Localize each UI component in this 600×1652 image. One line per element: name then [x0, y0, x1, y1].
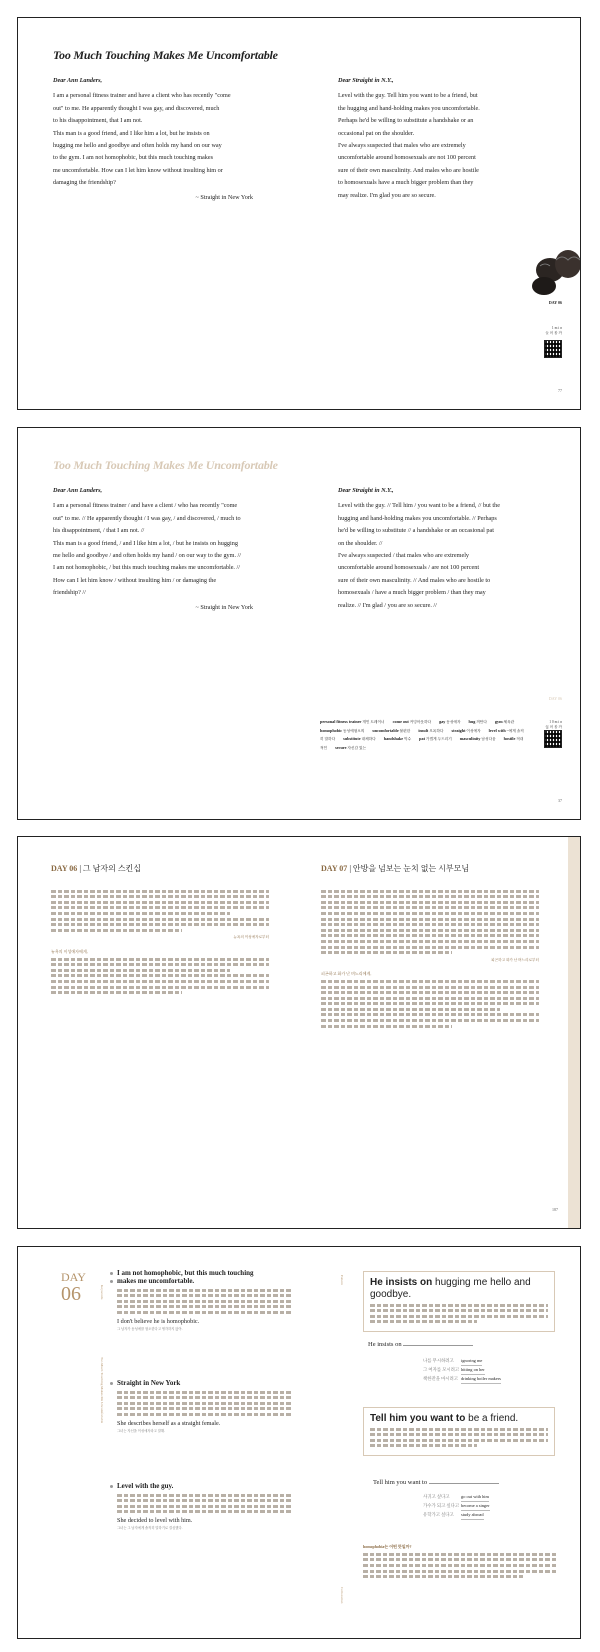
text-line: [117, 1413, 292, 1416]
text-line: [363, 1564, 558, 1567]
text-line: [321, 934, 539, 937]
text-line: [321, 895, 539, 898]
option-english: ignoring me: [461, 1357, 482, 1366]
vocab-meaning: 악수: [403, 737, 412, 742]
text-line: [51, 895, 269, 898]
page-number: 77: [558, 388, 562, 393]
fill-in-blank[interactable]: [429, 1483, 499, 1484]
vocab-word: come out: [392, 719, 409, 724]
reply-line: Level with the guy. Tell him you want to be a friend, but: [338, 92, 478, 100]
vocab-word: homophobic: [320, 727, 343, 733]
side-label-right: Pattern: [340, 1275, 344, 1285]
pattern-box: [363, 1407, 555, 1456]
text-line: [370, 1444, 477, 1447]
text-line: [370, 1428, 548, 1431]
text-line: [117, 1407, 292, 1410]
text-line: [321, 946, 539, 949]
vocab-meaning: 체육관: [502, 720, 515, 724]
reply-line: sure of their own masculinity. And males who are hostile: [338, 166, 479, 174]
reply-line: occasional pat on the shoulder.: [338, 129, 415, 137]
page-korean-translation: [17, 836, 581, 1229]
vocab-meaning: 자신감 있는: [346, 745, 367, 750]
option-row: [423, 1375, 501, 1384]
vocab-item: [460, 737, 500, 741]
qr-code[interactable]: [544, 730, 562, 748]
vocab-meaning: 모욕하다: [428, 728, 444, 733]
translation-column-left: [51, 887, 269, 997]
reply-salutation: 뉴욕의 이성애자에게,: [51, 948, 88, 954]
fill-in-prompt: [368, 1341, 473, 1348]
example-translation: 그녀는 그 남자에게 솔직히 말하기로 결심했다.: [117, 1526, 183, 1531]
section-title: 안방을 넘보는 눈치 없는 시부모님: [352, 864, 470, 873]
letter-line: I am a personal fitness trainer / and have a client / who has recently "come: [53, 502, 238, 510]
keyword-entry: [108, 1269, 293, 1331]
text-line: [51, 918, 269, 921]
vocab-meaning: 남성다움: [480, 737, 496, 742]
text-line: [51, 974, 269, 977]
text-line: [363, 1570, 558, 1573]
text-line: [117, 1494, 292, 1497]
reply-line: may realize. I'm glad you are so secure.: [338, 191, 436, 199]
letter-line: friendship? //: [53, 589, 86, 597]
text-line: [370, 1315, 548, 1318]
example-sentence: She decided to level with him.: [117, 1517, 193, 1525]
text-line: [321, 929, 539, 932]
reply-line: homosexuals / have a much bigger problem / than they may: [338, 589, 486, 597]
reply-salutation: 피곤하고 화가 난 며느리에게,: [321, 971, 372, 977]
text-line: [321, 986, 539, 989]
reply-line: I've always suspected that males who are extremely: [338, 142, 466, 150]
pattern-key: He insists on: [370, 1277, 433, 1288]
day-word: DAY: [61, 1270, 86, 1284]
vocab-meaning: 개인 트레이너: [361, 720, 385, 724]
option-english: become a singer: [461, 1502, 490, 1511]
letter-line: me uncomfortable. How can I let him know without insulting him or: [53, 166, 223, 174]
vocab-word: gay: [439, 719, 446, 724]
vocab-word: handshake: [383, 736, 404, 742]
page-keywords: [17, 1246, 581, 1639]
text-line: [370, 1439, 548, 1442]
reply-line: he'd be willing to substitute // a handshake or an occasional pat: [338, 527, 494, 535]
listen-label-b: 들 어 볼 까: [545, 331, 562, 335]
note-heading: homophobia는 어떤 뜻일까?: [363, 1544, 412, 1549]
reply-line: uncomfortable around homosexuals are not 100 percent: [338, 154, 476, 162]
letter-line: to the gym. I am not homophobic, but this much touching makes: [53, 154, 213, 162]
reply-line: Level with the guy. // Tell him / you want to be a friend, // but the: [338, 502, 500, 510]
letter-salutation: Dear Ann Landers,: [53, 77, 103, 84]
day-label: DAY 06: [548, 696, 562, 701]
pattern-rest: be a friend.: [465, 1413, 519, 1424]
example-sentence: I don't believe he is homophobic.: [117, 1317, 200, 1325]
vocab-word: hostile: [503, 736, 516, 742]
option-korean: 책한잔을 마시려고: [423, 1376, 459, 1381]
vocab-word: uncomfortable: [372, 727, 399, 733]
option-korean: 나를 무시하려고: [423, 1358, 454, 1363]
keyword-heading: I am not homophobic, but this much touching: [117, 1269, 293, 1278]
keyword-entry: [108, 1379, 293, 1433]
option-english: hitting on her: [461, 1366, 485, 1375]
letter-signature: ~ Straight in New York: [195, 603, 253, 611]
letter-line: me hello and goodbye / and often holds my hand / on our way to the gym. //: [53, 552, 241, 560]
vocab-word: insult: [418, 727, 429, 733]
text-line: [51, 963, 269, 966]
option-row: [423, 1502, 490, 1511]
day-label: DAY 06: [51, 864, 78, 873]
text-line: [51, 890, 269, 893]
text-line: [321, 1013, 539, 1016]
option-english: drinking boiler makers: [461, 1375, 501, 1384]
text-line: [370, 1304, 548, 1307]
keyword-heading: Straight in New York: [117, 1379, 293, 1388]
vocab-meaning: 이성애자: [465, 728, 481, 733]
vocab-meaning: 적대적인: [320, 737, 524, 750]
text-line: [117, 1499, 292, 1502]
text-line: [321, 1025, 452, 1028]
page-title: Too Much Touching Makes Me Uncomfortable: [53, 48, 278, 62]
text-line: [117, 1505, 292, 1508]
vocab-item: [343, 737, 380, 741]
translation-column-right: [321, 887, 539, 1030]
example-sentence: She describes herself as a straight female.: [117, 1419, 221, 1427]
vocab-word: hug: [468, 719, 476, 724]
vocab-meaning: ~에게 솔직히 말하다: [320, 728, 524, 742]
option-list: [423, 1493, 490, 1520]
vocab-word: substitute: [343, 736, 361, 742]
letter-line: out" to me. // He apparently thought / I was gay, / and discovered, / much to: [53, 514, 241, 522]
example-translation: 그녀는 자신을 이성애자라고 말해.: [117, 1428, 165, 1433]
vocab-word: masculinity: [459, 736, 481, 742]
text-line: [117, 1396, 292, 1399]
letter-salutation: Dear Ann Landers,: [53, 487, 103, 494]
day-number: 06: [61, 1283, 81, 1305]
option-row: [423, 1493, 490, 1502]
letter-line: to his disappointment, that I am not.: [53, 117, 143, 125]
text-line: [117, 1311, 292, 1314]
vocab-item: [320, 720, 389, 724]
vocab-item: [418, 729, 447, 733]
page-title: Too Much Touching Makes Me Uncomfortable: [53, 458, 278, 472]
option-korean: 유학가고 싶다고: [423, 1512, 454, 1517]
text-line: [321, 980, 539, 983]
keyword-heading-cont: makes me uncomfortable.: [117, 1277, 293, 1286]
text-line: [117, 1391, 292, 1394]
text-line: [321, 940, 539, 943]
text-line: [51, 991, 182, 994]
text-line: [51, 923, 269, 926]
letter-signature: ~ Straight in New York: [195, 193, 253, 201]
vocabulary-list: [320, 718, 525, 752]
letter-signature: 피곤하고 화가 난 며느리로부터: [491, 957, 539, 962]
text-line: [370, 1309, 548, 1312]
text-line: [321, 918, 539, 921]
reply-column: [338, 485, 538, 612]
text-line: [321, 890, 539, 893]
text-line: [321, 991, 539, 994]
option-english: study abroad: [461, 1511, 484, 1520]
page-number: 187: [552, 1207, 558, 1212]
letter-line: This man is a good friend, / and I like him a lot, / but he insists on hugging: [53, 539, 238, 547]
pattern-box: [363, 1271, 555, 1332]
option-row: [423, 1366, 501, 1375]
example-translation: 그 남자가 동성애를 혐오한다고 생각하지 않아.: [117, 1326, 183, 1331]
letter-line: I am a personal fitness trainer and have a client who has recently "come: [53, 92, 231, 100]
text-line: [117, 1402, 292, 1405]
text-line: [363, 1558, 558, 1561]
text-line: [51, 912, 230, 915]
day-label: DAY 07: [321, 864, 348, 873]
vocab-item: [469, 720, 491, 724]
letter-line: hugging me hello and goodbye and often holds my hand on our way: [53, 142, 222, 150]
chocolates-image: [522, 248, 580, 298]
keyword-heading: Level with the guy.: [117, 1482, 293, 1491]
vocab-item: [372, 729, 414, 733]
reply-line: on the shoulder. //: [338, 539, 383, 547]
listen-label: [545, 720, 562, 730]
letter-column: [53, 75, 253, 204]
page-edge-bar: [568, 837, 580, 1228]
vocab-item: [495, 720, 518, 724]
text-line: [51, 929, 182, 932]
text-line: [117, 1305, 292, 1308]
side-label-title: Too Much Touching Makes Me Uncomfortable: [100, 1357, 104, 1424]
text-line: [363, 1575, 523, 1578]
text-line: [51, 958, 269, 961]
vocab-word: gym: [494, 719, 503, 724]
reply-line: I've always suspected / that males who are extremely: [338, 552, 470, 560]
vocab-word: straight: [451, 727, 466, 733]
reply-line: to homosexuals have a much bigger problem than they: [338, 179, 474, 187]
pattern-sentence: [370, 1277, 548, 1301]
listen-label: [545, 326, 562, 336]
collocation-note: [363, 1543, 558, 1581]
vocab-item: [393, 720, 435, 724]
text-line: [51, 980, 269, 983]
text-line: [321, 901, 539, 904]
reply-salutation: Dear Straight in N.Y.,: [338, 487, 394, 494]
page-number: 37: [558, 798, 562, 803]
text-line: [51, 906, 269, 909]
listen-label-b: 끊 어 볼 까: [545, 725, 562, 729]
vocab-meaning: 껴안다: [475, 720, 487, 724]
side-label: Keywords: [100, 1285, 104, 1300]
reply-line: hugging and hand-holding makes you uncomfortable. // Perhaps: [338, 514, 497, 522]
letter-line: How can I let him know / without insulting him / or damaging the: [53, 576, 217, 584]
section-heading-right: DAY 07 | 안방을 넘보는 눈치 없는 시부모님: [321, 864, 470, 873]
reply-line: realize. // I'm glad / you are so secure. //: [338, 601, 437, 609]
text-line: [117, 1510, 292, 1513]
pattern-key: Tell him you want to: [370, 1413, 466, 1424]
listen-label-a: 1 m i n: [551, 326, 562, 330]
option-korean: 사귀고 싶다고: [423, 1494, 450, 1499]
letter-line: I am not homophobic, / but this much touching makes me uncomfortable. //: [53, 564, 240, 572]
vocab-meaning: 불편한: [398, 728, 411, 733]
option-row: [423, 1511, 490, 1520]
text-line: [321, 923, 539, 926]
text-line: [51, 901, 269, 904]
reply-line: Perhaps he'd be willing to substitute a handshake or an: [338, 117, 474, 125]
vocab-item: [320, 729, 368, 733]
page-english-chunked: [17, 427, 581, 820]
vocab-word: personal fitness trainer: [320, 719, 362, 724]
option-korean: 그 여자를 모시려고: [423, 1367, 460, 1372]
vocab-item: [384, 737, 415, 741]
text-line: [370, 1320, 477, 1323]
text-line: [321, 1019, 539, 1022]
text-line: [51, 969, 230, 972]
fill-in-prompt: [373, 1479, 499, 1486]
listen-label-a: 1 0 m i n: [549, 720, 562, 724]
pattern-sentence: [370, 1413, 548, 1425]
option-row: [423, 1357, 501, 1366]
option-korean: 가수가 되고 싶다고: [423, 1503, 460, 1508]
fill-in-blank[interactable]: [403, 1345, 473, 1346]
pattern-rest: hugging me hello and goodbye.: [370, 1277, 531, 1300]
text-line: [321, 906, 539, 909]
section-heading-left: DAY 06 | 그 남자의 스킨십: [51, 864, 142, 873]
option-list: [423, 1357, 501, 1384]
text-line: [51, 986, 269, 989]
reply-line: sure of their own masculinity. // And males who are hostile to: [338, 576, 491, 584]
keyword-entry: [108, 1482, 293, 1530]
text-line: [117, 1294, 292, 1297]
text-line: [321, 1008, 500, 1011]
letter-column: [53, 485, 253, 614]
letter-line: out" to me. He apparently thought I was gay, and discovered, much: [53, 104, 220, 112]
vocab-word: pat: [419, 736, 425, 742]
section-title: 그 남자의 스킨십: [82, 864, 142, 873]
page-english-original: [17, 17, 581, 410]
reply-salutation: Dear Straight in N.Y.,: [338, 77, 394, 84]
vocab-meaning: 동성애혐오의: [342, 728, 365, 733]
letter-line: his disappointment, / that I am not. //: [53, 527, 145, 535]
vocab-meaning: 동성애자: [445, 720, 461, 724]
option-english: go out with him: [461, 1493, 489, 1502]
text-line: [321, 997, 539, 1000]
vocab-item: [452, 729, 485, 733]
vocab-meaning: 커밍아웃하다: [408, 720, 432, 724]
letter-line: This man is a good friend, and I like him a lot, but he insists on: [53, 129, 210, 137]
reply-line: the hugging and hand-holding makes you uncomfortable.: [338, 104, 480, 112]
vocab-item: [439, 720, 464, 724]
qr-code[interactable]: [544, 340, 562, 358]
vocab-item: [335, 746, 370, 750]
side-label-right-2: Collocation: [340, 1587, 344, 1604]
text-line: [321, 1002, 539, 1005]
text-line: [321, 951, 452, 954]
vocab-meaning: 가볍게 두드리기: [425, 737, 452, 742]
fill-in-text: Tell him you want to: [373, 1479, 428, 1486]
fill-in-text: He insists on: [368, 1341, 402, 1348]
vocab-meaning: 대체하다: [360, 737, 376, 742]
vocab-word: level with: [488, 727, 506, 733]
text-line: [363, 1553, 558, 1556]
day-label: DAY 06: [548, 300, 562, 305]
text-line: [370, 1433, 548, 1436]
reply-column: [338, 75, 538, 202]
text-line: [117, 1300, 292, 1303]
reply-line: uncomfortable around homosexuals / are not 100 percent: [338, 564, 480, 572]
text-line: [117, 1289, 292, 1292]
vocab-item: [419, 737, 456, 741]
vocab-word: secure: [335, 744, 347, 750]
letter-signature: 뉴욕의 이성애자로부터: [233, 935, 269, 940]
letter-line: damaging the friendship?: [53, 179, 116, 187]
text-line: [321, 912, 539, 915]
day-badge: [61, 1271, 86, 1305]
